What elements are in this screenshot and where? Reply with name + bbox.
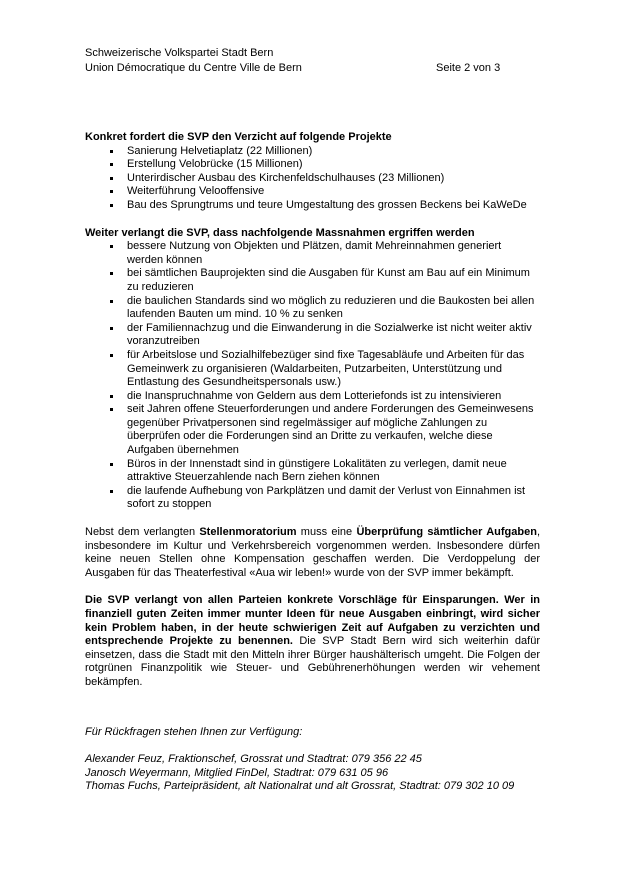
list-item [85,158,540,172]
list-item-text: bei sämtlichen Bauprojekten sind die Ausgaben für Kunst am Bau auf ein Minimum zu reduzieren [127,267,530,293]
bullet-icon [110,463,113,466]
paragraph-bold-text: Die SVP verlangt von allen Parteien konkrete Vorschläge für Einsparungen. Wer in finanziell guten Zeiten immer munter Ideen für neue Ausgaben einbringt, wird sicher kein Problem haben, in der heute schwierigen Zeit auf Aufgaben zu verzichten und entsprechende Projekte zu benennen. [85,594,540,648]
projects-bullet-list [85,145,540,213]
paragraph-text: muss eine [296,526,357,539]
list-item [85,240,540,267]
list-item-text: die Inanspruchnahme von Geldern aus dem Lotteriefonds ist zu intensivieren [127,389,502,402]
bullet-icon [110,327,113,330]
list-item [85,172,540,186]
list-item-text: Bau des Sprungtrums und teure Umgestaltung des grossen Beckens bei KaWeDe [127,198,527,211]
list-item-text: die baulichen Standards sind wo möglich zu reduzieren und die Baukosten bei allen laufenden Bauten um mind. 10 % zu senken [127,294,535,321]
contact-lines [85,753,540,794]
section-measures [85,227,540,512]
bullet-icon [110,272,113,275]
list-item [85,458,540,485]
list-item-text: für Arbeitslose und Sozialhilfebezüger sind fixe Tagesabläufe und Arbeiten für das Gemeinwerk zu organisieren (Waldarbeiten, Putzarbeiten, Unterstützung und Entlastung des Gesundheitspersonals usw.) [127,348,525,389]
org-name-de: Schweizerische Volkspartei Stadt Bern [85,47,274,59]
paragraph [85,526,540,580]
list-item [85,390,540,404]
paragraph [85,594,540,689]
paragraph-text: Nebst dem verlangten [85,526,200,539]
org-name-fr: Union Démocratique du Centre Ville de Bern [85,62,302,74]
bullet-icon [110,163,113,166]
list-item-text: Sanierung Helvetiaplatz (22 Millionen) [127,144,313,157]
bullet-icon [110,177,113,180]
section-projects-heading: Konkret fordert die SVP den Verzicht auf folgende Projekte [85,131,392,143]
list-item [85,145,540,159]
list-item [85,349,540,390]
section-measures-heading: Weiter verlangt die SVP, dass nachfolgende Massnahmen ergriffen werden [85,226,475,239]
list-item-text: Erstellung Velobrücke (15 Millionen) [127,158,303,171]
contact-intro: Für Rückfragen stehen Ihnen zur Verfügung: [85,725,303,738]
list-item [85,403,540,457]
contact-line: Thomas Fuchs, Parteipräsident, alt Nationalrat und alt Grossrat, Stadtrat: 079 302 10 09 [85,780,515,793]
list-item [85,199,540,213]
list-item-text: die laufende Aufhebung von Parkplätzen und damit der Verlust von Einnahmen ist sofort zu stoppen [127,484,526,511]
bullet-icon [110,204,113,207]
bullet-icon [110,490,113,493]
page-header [85,46,540,76]
bullet-icon [110,300,113,303]
list-item [85,485,540,512]
list-item [85,295,540,322]
bullet-icon [110,150,113,153]
paragraph-text: Die SVP Stadt Bern wird sich weiterhin dafür einsetzen, dass die Stadt mit den Mitteln ihrer Bürger haushälterisch umgeht. Die Folgen der rotgrünen Finanzpolitik wie Steuer- und Gebührenerhöhungen werden wir vehement bekämpfen. [85,635,540,688]
paragraph-bold-text: Stellenmoratorium [199,526,297,539]
list-item-text: Weiterführung Velooffensive [127,185,265,198]
list-item-text: Unterirdischer Ausbau des Kirchenfeldschulhauses (23 Millionen) [127,171,445,184]
list-item [85,267,540,294]
list-item-text: seit Jahren offene Steuerforderungen und andere Forderungen des Gemeinwesens gegenüber Privatpersonen sind regelmässiger auf mögliche Zahlungen zu überprüfen oder die Forderungen sind an Dritte zu verkaufen, welche diese Aufgaben übernehmen [127,403,534,457]
bullet-icon [110,408,113,411]
bullet-icon [110,190,113,193]
contact-line: Janosch Weyermann, Mitglied FinDel, Stadtrat: 079 631 05 96 [85,766,389,779]
list-item-text: bessere Nutzung von Objekten und Plätzen, damit Mehreinnahmen generiert werden können [127,240,502,266]
list-item-text: Büros in der Innenstadt sind in günstigere Lokalitäten zu verlegen, damit neue attraktive Steuerzahlende nach Bern ziehen können [127,457,507,484]
measures-bullet-list [85,240,540,512]
paragraph-bold-text: Überprüfung sämtlicher Aufgaben [356,526,537,539]
paragraph-text: , insbesondere im Kultur und Verkehrsbereich vorgenommen werden. Insbesondere dürfen keine neuen Stellen ohne Kompensation geschaffen werden. Die Verdoppelung der Ausgaben für das Theaterfestival «Aua wir leben!» wurde von der SVP immer bekämpft. [85,526,541,579]
page-indicator: Seite 2 von 3 [436,62,501,74]
contact-line: Alexander Feuz, Fraktionschef, Grossrat und Stadtrat: 079 356 22 45 [85,753,422,766]
list-item [85,185,540,199]
section-projects [85,131,540,213]
bullet-icon [110,354,113,357]
list-item [85,322,540,349]
body-paragraphs [85,526,540,690]
list-item-text: der Familiennachzug und die Einwanderung in die Sozialwerke ist nicht weiter aktiv voranzutreiben [127,321,532,348]
bullet-icon [110,395,113,398]
bullet-icon [110,245,113,248]
